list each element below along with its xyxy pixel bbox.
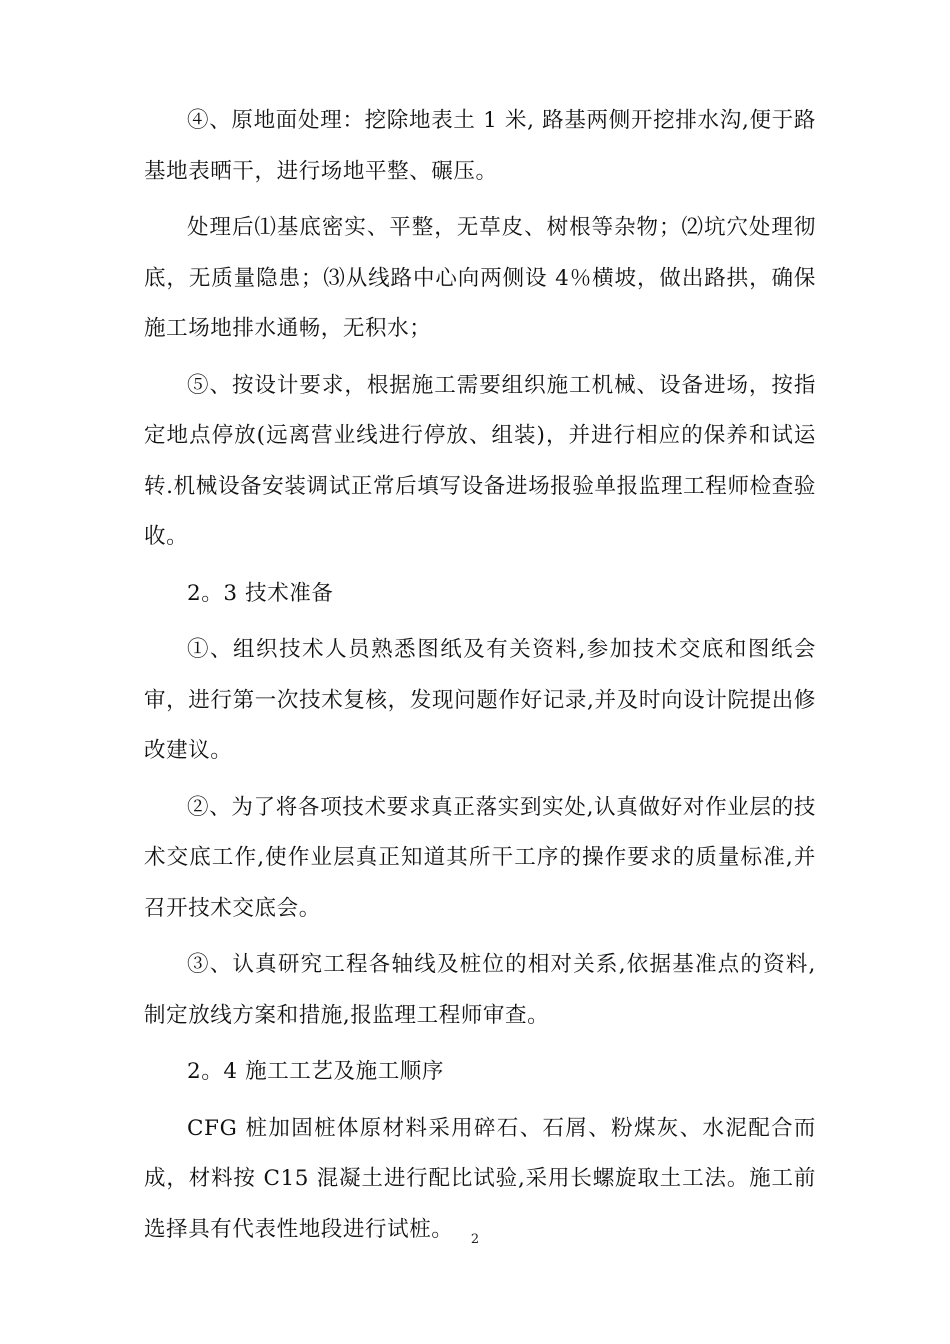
paragraph-technical-briefing: ②、为了将各项技术要求真正落实到实处,认真做好对作业层的技术交底工作,使作业层真正知道其所干工序的操作要求的质量标准,并召开技术交底会。 <box>144 794 816 921</box>
paragraph-axis-study: ③、认真研究工程各轴线及桩位的相对关系,依据基准点的资料,制定放线方案和措施,报监理工程师审查。 <box>144 952 816 1028</box>
paragraph-after-treatment: 处理后⑴基底密实、平整，无草皮、树根等杂物；⑵坑穴处理彻底，无质量隐患；⑶从线路中心向两侧设 4％横坡，做出路拱，确保施工场地排水通畅，无积水； <box>144 215 816 341</box>
section-heading-construction-process: 2。4 施工工艺及施工顺序 <box>187 1059 444 1084</box>
paragraph-ground-treatment: ④、原地面处理：挖除地表土 1 米, 路基两侧开挖排水沟,便于路基地表晒干，进行场地平整、碾压。 <box>144 108 816 184</box>
paragraph-cfg-pile: CFG 桩加固桩体原材料采用碎石、石屑、粉煤灰、水泥配合而成，材料按 C15 混凝土进行配比试验,采用长螺旋取土工法。施工前选择具有代表性地段进行试桩。 <box>144 1115 816 1242</box>
page-number: 2 <box>470 1232 480 1247</box>
document-body <box>144 96 816 1261</box>
paragraph-machinery: ⑤、按设计要求，根据施工需要组织施工机械、设备进场，按指定地点停放(远离营业线进行停放、组装)，并进行相应的保养和试运转.机械设备安装调试正常后填写设备进场报验单报监理工程师检查验收。 <box>144 372 816 549</box>
section-heading-technical-preparation: 2。3 技术准备 <box>187 580 334 606</box>
paragraph-drawing-review: ①、组织技术人员熟悉图纸及有关资料,参加技术交底和图纸会审，进行第一次技术复核，发现问题作好记录,并及时向设计院提出修改建议。 <box>144 637 816 763</box>
